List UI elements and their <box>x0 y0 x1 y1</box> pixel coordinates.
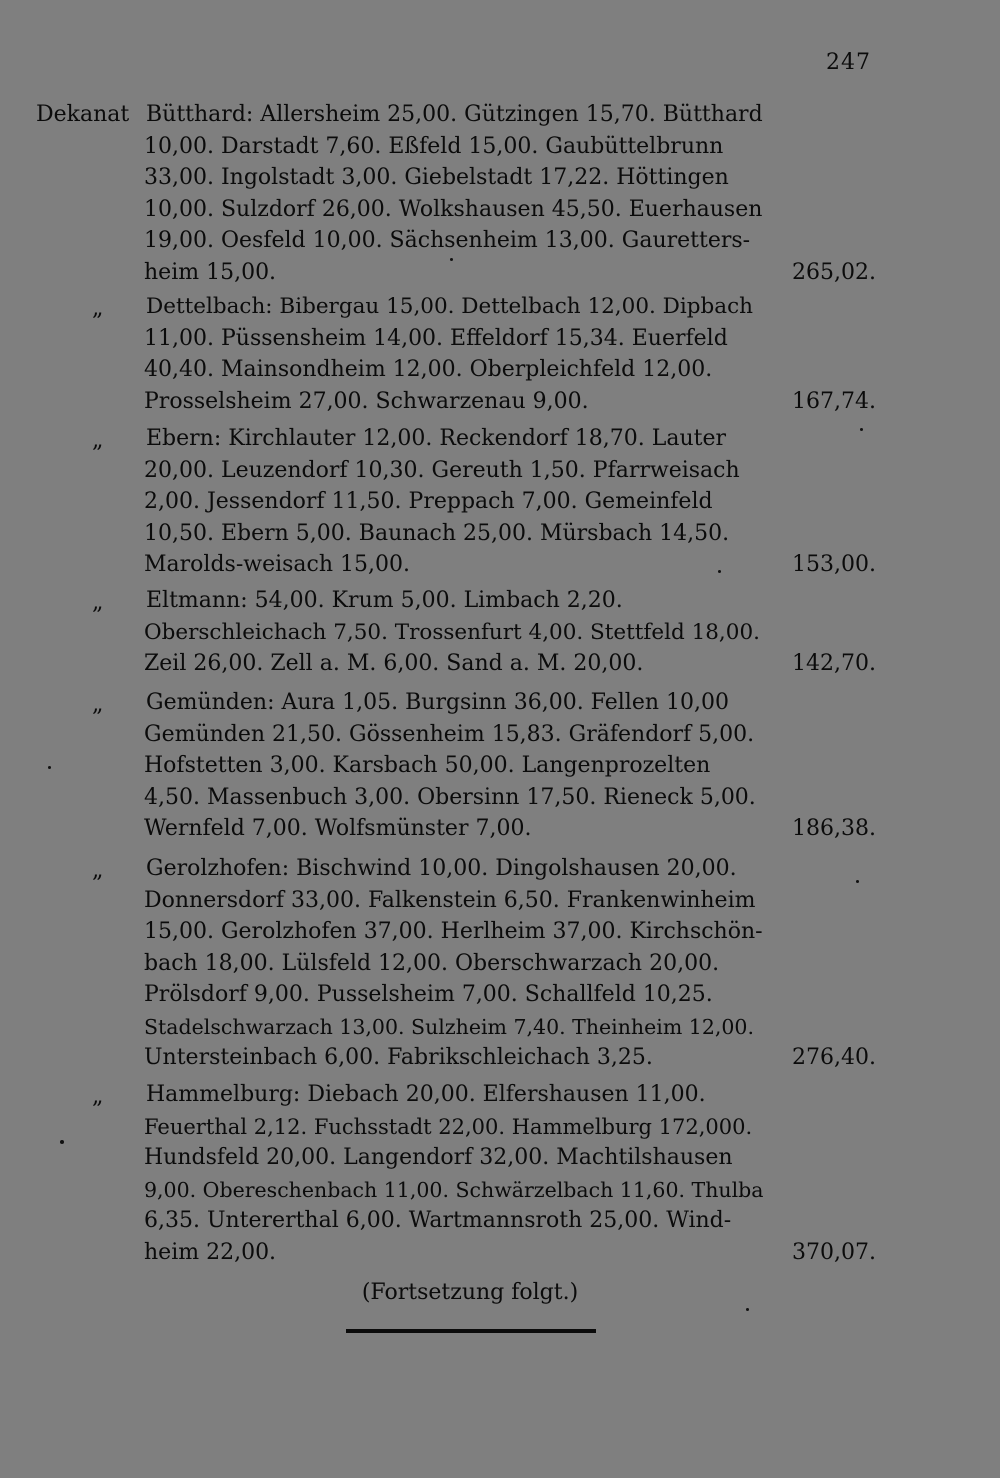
entry-line: Prölsdorf 9,00. Pusselsheim 7,00. Schallfeld 10,25. <box>144 982 713 1007</box>
entry-line: 40,40. Mainsondheim 12,00. Oberpleichfeld 12,00. <box>144 357 713 382</box>
entry-line: Hundsfeld 20,00. Langendorf 32,00. Machtilshausen <box>144 1145 733 1170</box>
entry-line: 19,00. Oesfeld 10,00. Sächsenheim 13,00. Gauretters- <box>144 228 751 253</box>
scan-speck <box>718 570 721 573</box>
entry-total: 265,02. <box>792 259 876 285</box>
ditto-mark: „ <box>92 590 104 615</box>
entry-line: 11,00. Püssensheim 14,00. Effeldorf 15,34. Euerfeld <box>144 325 728 351</box>
scan-speck <box>48 766 51 769</box>
entry-line: 20,00. Leuzendorf 10,30. Gereuth 1,50. Pfarrweisach <box>144 457 740 483</box>
entry-line: Dettelbach: Bibergau 15,00. Dettelbach 12,00. Dipbach <box>146 294 754 319</box>
entry-line: heim 15,00. <box>144 259 277 285</box>
entry-line: Hofstetten 3,00. Karsbach 50,00. Langenprozelten <box>144 753 711 778</box>
entry-line: Gerolzhofen: Bischwind 10,00. Dingolshausen 20,00. <box>146 856 737 881</box>
scan-speck <box>60 1140 64 1144</box>
scan-speck <box>450 258 453 261</box>
entry-line: Gemünden: Aura 1,05. Burgsinn 36,00. Fellen 10,00 <box>146 690 729 715</box>
entry-line: 4,50. Massenbuch 3,00. Obersinn 17,50. Rieneck 5,00. <box>144 784 756 810</box>
entry-line: Prosselsheim 27,00. Schwarzenau 9,00. <box>144 388 589 414</box>
entry-line: Donnersdorf 33,00. Falkenstein 6,50. Frankenwinheim <box>144 887 756 913</box>
entry-total: 142,70. <box>792 651 876 676</box>
entry-line: Gemünden 21,50. Gössenheim 15,83. Gräfendorf 5,00. <box>144 721 755 747</box>
entry-line: 10,00. Darstadt 7,60. Eßfeld 15,00. Gaubüttelbrunn <box>144 133 724 159</box>
dekanat-label: Dekanat <box>36 102 130 127</box>
entry-line: Hammelburg: Diebach 20,00. Elfershausen 11,00. <box>146 1082 706 1107</box>
entry-line: Feuerthal 2,12. Fuchsstadt 22,00. Hammelburg 172,000. <box>144 1114 753 1139</box>
ditto-mark: „ <box>92 858 104 883</box>
entry-line: bach 18,00. Lülsfeld 12,00. Oberschwarzach 20,00. <box>144 950 720 976</box>
entry-line: Ebern: Kirchlauter 12,00. Reckendorf 18,70. Lauter <box>146 426 727 451</box>
entry-line: 10,00. Sulzdorf 26,00. Wolkshausen 45,50. Euerhausen <box>144 196 763 222</box>
entry-line: 6,35. Untererthal 6,00. Wartmannsroth 25,00. Wind- <box>144 1208 732 1233</box>
entry-line: Marolds-weisach 15,00. <box>144 552 410 577</box>
entry-total: 167,74. <box>792 388 876 414</box>
entry-line: 33,00. Ingolstadt 3,00. Giebelstadt 17,22. Höttingen <box>144 165 729 190</box>
entry-line: Untersteinbach 6,00. Fabrikschleichach 3,25. <box>144 1045 653 1070</box>
ditto-mark: „ <box>92 428 104 453</box>
entry-total: 186,38. <box>792 816 876 841</box>
entry-line: Bütthard: Allersheim 25,00. Gützingen 15,70. Bütthard <box>146 102 763 127</box>
closing-rule <box>346 1329 596 1333</box>
ditto-mark: „ <box>92 296 104 321</box>
entry-line: 2,00. Jessendorf 11,50. Preppach 7,00. Gemeinfeld <box>144 489 713 514</box>
scan-speck <box>746 1308 749 1311</box>
entry-line: Eltmann: 54,00. Krum 5,00. Limbach 2,20. <box>146 588 623 613</box>
ditto-mark: „ <box>92 1084 104 1109</box>
entry-line: Zeil 26,00. Zell a. M. 6,00. Sand a. M. 20,00. <box>144 651 644 676</box>
entry-total: 370,07. <box>792 1239 876 1265</box>
scan-speck <box>860 428 863 431</box>
entry-line: Oberschleichach 7,50. Trossenfurt 4,00. Stettfeld 18,00. <box>144 619 760 645</box>
entry-line: 15,00. Gerolzhofen 37,00. Herlheim 37,00. Kirchschön- <box>144 919 763 944</box>
page-number: 247 <box>826 50 871 75</box>
entry-line: heim 22,00. <box>144 1239 277 1265</box>
entry-line: Wernfeld 7,00. Wolfsmünster 7,00. <box>144 816 532 841</box>
entry-total: 153,00. <box>792 552 876 577</box>
entry-line: Stadelschwarzach 13,00. Sulzheim 7,40. Theinheim 12,00. <box>144 1014 754 1039</box>
scan-speck <box>856 880 859 883</box>
entry-line: 10,50. Ebern 5,00. Baunach 25,00. Mürsbach 14,50. <box>144 520 730 546</box>
entry-line: 9,00. Obereschenbach 11,00. Schwärzelbach 11,60. Thulba <box>144 1177 764 1202</box>
ditto-mark: „ <box>92 692 104 717</box>
entry-total: 276,40. <box>792 1045 876 1070</box>
continued-note: (Fortsetzung folgt.) <box>361 1280 579 1305</box>
